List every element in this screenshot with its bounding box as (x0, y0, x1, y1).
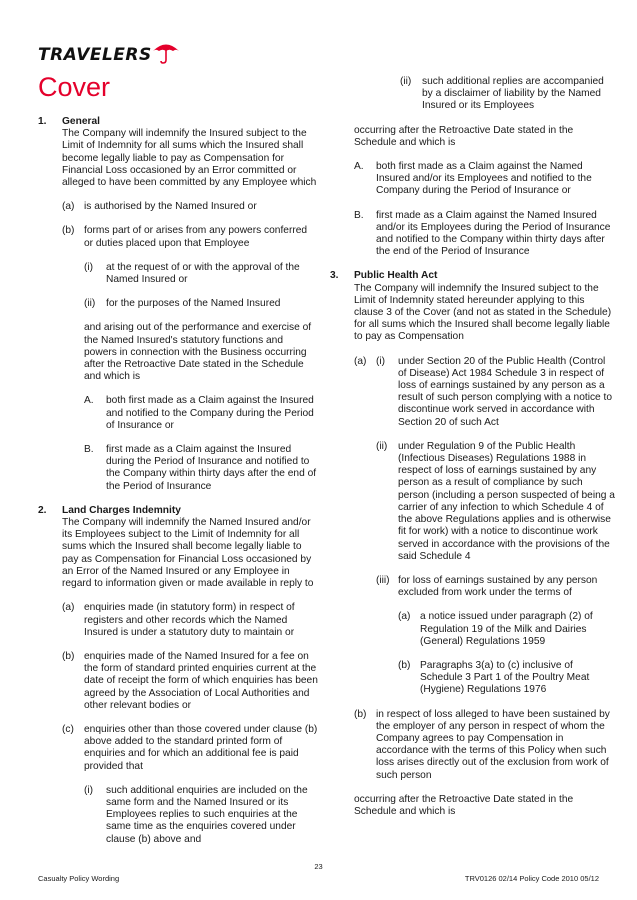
item-label: (i) (84, 784, 94, 796)
occurring-clause: occurring after the Retroactive Date stated in the Schedule and which is (354, 124, 574, 148)
sub-item (84, 395, 318, 432)
list-item (354, 356, 616, 697)
item-text: under Section 20 of the Public Health (Control of Disease) Act 1984 Schedule 3 in respect of loss of earnings sustained by any person as a result of such person complying with a notice to discontinue work served in accordance with Section 20 of such Act (398, 355, 613, 428)
item-label: (a) (398, 611, 411, 623)
sub-item (376, 356, 616, 429)
page-title: Cover (38, 72, 111, 102)
item-text: under Regulation 9 of the Public Health (Infectious Diseases) Regulations 1988 in respect of loss of earnings sustained by any person as a result of compliance by such person (including a person suspected of being a carrier of any infection to which Schedule 4 of the above Regulations applies and is otherwise fit for work) with a notice to discontinue work served in accordance with the provisions of the said Schedule 4 (398, 440, 615, 562)
section-intro: The Company will indemnify the Named Insured and/or its Employees subject to the Limit of Indemnity for all sums which the Insured shall become legally liable to pay as Compensation for Financial Loss occasioned by an Error of the Named Insured or any Employee in regard to information given or made available in reply to (62, 517, 314, 590)
travelers-logo (38, 40, 181, 65)
item-label: (a) (62, 201, 75, 213)
item-text: in respect of loss alleged to have been sustained by the employer of any person in respect of whom the Company agrees to pay Compensation in accordance with the terms of this Policy when such loss arises directly out of the exclusion from work of such person (376, 708, 610, 781)
page-number: 23 (314, 862, 323, 871)
list-item (354, 709, 616, 782)
sub-item (84, 298, 318, 310)
item-text: at the request of or with the approval of the Named Insured or (106, 261, 300, 286)
item-label: (b) (62, 650, 75, 662)
item-text: enquiries made of the Named Insured for a fee on the form of standard printed enquiries current at the date of receipt the form of which enquiries has been agreed by the Association of Local Authorities and other relevant bodies or (84, 650, 318, 711)
item-label: A. (84, 395, 94, 407)
item-label: (b) (62, 225, 75, 237)
sub-sub-item (398, 660, 616, 697)
item-label: (a) (62, 602, 75, 614)
footer-policy-code: TRV0126 02/14 Policy Code 2010 05/12 (464, 874, 599, 883)
item-text: both first made as a Claim against the Insured and notified to the Company during the Period of Insurance or (106, 395, 314, 431)
list-item (62, 724, 318, 846)
item-label: (ii) (400, 76, 412, 87)
arising-clause: and arising out of the performance and exercise of the Named Insured's statutory functions and powers in connection with the Business occurring after the Retroactive Date stated in the Schedule and which is (84, 322, 312, 383)
section-land-charges (38, 505, 318, 846)
item-label: A. (354, 161, 364, 173)
item-label: (ii) (376, 440, 388, 452)
sub-item (84, 444, 318, 493)
occurring-clause: occurring after the Retroactive Date stated in the Schedule and which is (354, 793, 574, 817)
item-label: (b) (398, 659, 411, 671)
sub-item (376, 441, 616, 563)
left-column (38, 116, 318, 846)
item-label: B. (354, 209, 364, 221)
logo-text: TRAVELERS (38, 45, 152, 65)
item-text: enquiries made (in statutory form) in respect of registers and other records which the Named Insured is under a statutory duty to maintain or (84, 602, 295, 638)
section-heading: Land Charges Indemnity (62, 504, 181, 516)
item-text: Paragraphs 3(a) to (c) inclusive of Schedule 3 Part 1 of the Poultry Meat (Hygiene) Regulations 1976 (420, 659, 590, 696)
item-text: forms part of or arises from any powers conferred or duties placed upon that Employee (84, 225, 308, 249)
footer-document-title: Casualty Policy Wording (38, 874, 120, 883)
item-text: such additional replies are accompanied by a disclaimer of liability by the Named Insured or its Employees (422, 76, 604, 112)
item-text: first made as a Claim against the Named Insured and/or its Employees during the Period of Insurance and notified to the Company within thirty days after the end of the Period of Insurance (376, 209, 611, 258)
item-text: both first made as a Claim against the Named Insured and/or its Employees and notified to the Company during the Period of Insurance or (376, 161, 592, 197)
section-intro: The Company will indemnify the Insured subject to the Limit of Indemnity stated hereunder applying to this clause 3 of the Cover (and not as stated in the Schedule) for all sums which the Insured shall become legally liable to pay as Compensation (354, 282, 612, 343)
sub-item (84, 262, 318, 286)
sub-sub-item (398, 611, 616, 648)
item-text: a notice issued under paragraph (2) of Regulation 19 of the Milk and Dairies (General) Regulations 1959 (420, 611, 593, 647)
list-item (62, 602, 318, 639)
section-public-health-act (330, 270, 616, 818)
list-item (354, 161, 616, 198)
section-general (38, 116, 318, 493)
item-text: such additional enquiries are included on the same form and the Named Insured or its Employees replies to such enquiries at the same time as the enquiries covered under clause (b) above and (106, 784, 308, 845)
item-label: (iii) (376, 574, 390, 586)
section-number: 2. (38, 504, 47, 516)
item-label: (a) (354, 355, 367, 367)
list-item (62, 225, 318, 492)
umbrella-icon (151, 40, 181, 64)
item-text: is authorised by the Named Insured or (84, 201, 257, 213)
item-label: (ii) (84, 298, 96, 310)
list-item (354, 210, 616, 259)
item-text: first made as a Claim against the Insured during the Period of Insurance and notified to the Company within thirty days after the end of the Period of Insurance (106, 444, 317, 492)
sub-item (376, 575, 616, 697)
section-intro: The Company will indemnify the Insured subject to the Limit of Indemnity for all sums which the Insured shall become legally liable to pay as Compensation for Financial Loss occasioned by an Error committed or alleged to have been committed by any Employee which (62, 128, 317, 189)
section-heading: Public Health Act (354, 270, 438, 282)
section-heading: General (62, 116, 100, 127)
item-label: (i) (376, 355, 386, 367)
list-item (62, 201, 318, 213)
list-item (62, 651, 318, 712)
section-number: 3. (330, 270, 339, 282)
item-label: (c) (62, 723, 74, 735)
item-label: (b) (354, 708, 367, 720)
item-label: B. (84, 444, 94, 456)
sub-item (84, 785, 318, 846)
item-text: enquiries other than those covered under clause (b) above added to the standard printed form of enquiries and for which an additional fee is paid provided that (84, 723, 318, 772)
right-column (330, 76, 616, 818)
item-label: (i) (84, 261, 94, 273)
item-text: for the purposes of the Named Insured (106, 298, 281, 310)
section-number: 1. (38, 116, 47, 127)
sub-item (354, 76, 616, 113)
item-text: for loss of earnings sustained by any person excluded from work under the terms of (398, 574, 598, 599)
